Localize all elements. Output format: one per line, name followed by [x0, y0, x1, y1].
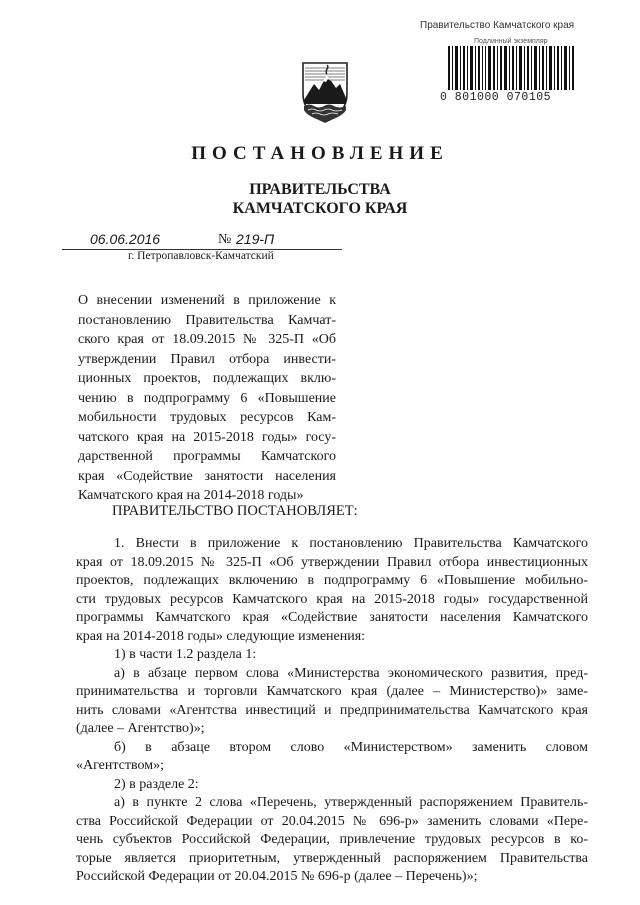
body-line: 2) в разделе 2: — [114, 776, 199, 792]
body-line: проектов, подлежащих включению в подпрограмму 6 «Повышение мобильно- — [76, 573, 588, 588]
issuer-line-1: ПРАВИТЕЛЬСТВА — [249, 181, 391, 198]
body-line: ства Российской Федерации от 20.04.2015 № 696-р» заменить словами «Пере- — [76, 813, 588, 829]
body-line: края на 2014-2018 годы» следующие изменения: — [76, 628, 366, 644]
title-line: постановлению Правительства Камчат- — [78, 312, 336, 328]
body-line: сти трудовых ресурсов Камчатского края на 2015-2018 годы» государственной — [76, 591, 588, 607]
body-line: 1) в части 1.2 раздела 1: — [114, 647, 257, 662]
body-line: нить словами «Агентства инвестиций и предпринимательства Камчатского края — [76, 702, 588, 718]
title-line: чатского края на 2015-2018 годы» госу- — [78, 429, 336, 445]
body-line: чень субъектов Российской Федерации, привлечение трудовых ресурсов в ко- — [76, 832, 588, 847]
title-line: ского края от 18.09.2015 № 325-П «Об — [78, 332, 336, 347]
title-line: утверждении Правил отбора инвести- — [78, 351, 336, 367]
document-number: 219-П — [236, 231, 275, 247]
body-line: (далее – Агентство)»; — [76, 721, 205, 736]
title-line: дарственной программы Камчатского — [78, 449, 336, 464]
title-line: чению в подпрограмму 6 «Повышение — [78, 390, 336, 406]
body-line: программы Камчатского края «Содействие занятости населения Камчатского — [76, 610, 588, 625]
body-line: принимательства и торговли Камчатского края (далее – Министерство)» заме- — [76, 684, 588, 699]
document-date: 06.06.2016 — [90, 231, 161, 247]
title-line: края «Содействие занятости населения — [78, 468, 336, 484]
registration-header: Правительство Камчатского края — [420, 20, 575, 31]
body-line: а) в пункте 2 слова «Перечень, утвержденный распоряжением Правитель- — [114, 795, 588, 810]
issuer-line-2: КАМЧАТСКОГО КРАЯ — [232, 200, 408, 217]
title-line: О внесении изменений в приложение к — [78, 293, 336, 308]
decree-heading: ПРАВИТЕЛЬСТВО ПОСТАНОВЛЯЕТ: — [112, 503, 358, 519]
document-type: ПОСТАНОВЛЕНИЕ — [191, 143, 449, 164]
kamchatka-coat-of-arms-icon — [300, 60, 350, 124]
number-sign: № — [218, 232, 232, 247]
body-line: 1. Внести в приложение к постановлению Правительства Камчатского — [114, 536, 588, 551]
document-city: г. Петропавловск-Камчатский — [128, 250, 274, 262]
barcode-number: 0 801000 070105 — [440, 91, 552, 104]
body-line: торые является приоритетным, утвержденный распоряжением Правительства — [76, 850, 588, 866]
body-line: края от 18.09.2015 № 325-П «Об утверждении Правил отбора инвестиционных — [76, 554, 588, 570]
body-line: Российской Федерации от 20.04.2015 № 696-р (далее – Перечень)»; — [76, 869, 478, 884]
body-line: а) в абзаце первом слова «Министерства экономического развития, пред- — [114, 665, 588, 681]
title-line: ционных проектов, подлежащих вклю- — [78, 371, 336, 386]
title-line: Камчатского края на 2014-2018 годы» — [78, 488, 304, 503]
registration-subheader: Подлинный экземпляр — [474, 38, 548, 45]
body-line: «Агентством»; — [76, 758, 164, 773]
body-line: б) в абзаце втором слово «Министерством» заменить словом — [114, 739, 588, 755]
document-body — [76, 535, 588, 887]
document-title — [78, 291, 336, 506]
title-line: мобильности трудовых ресурсов Кам- — [78, 410, 336, 425]
barcode-icon — [446, 46, 576, 92]
